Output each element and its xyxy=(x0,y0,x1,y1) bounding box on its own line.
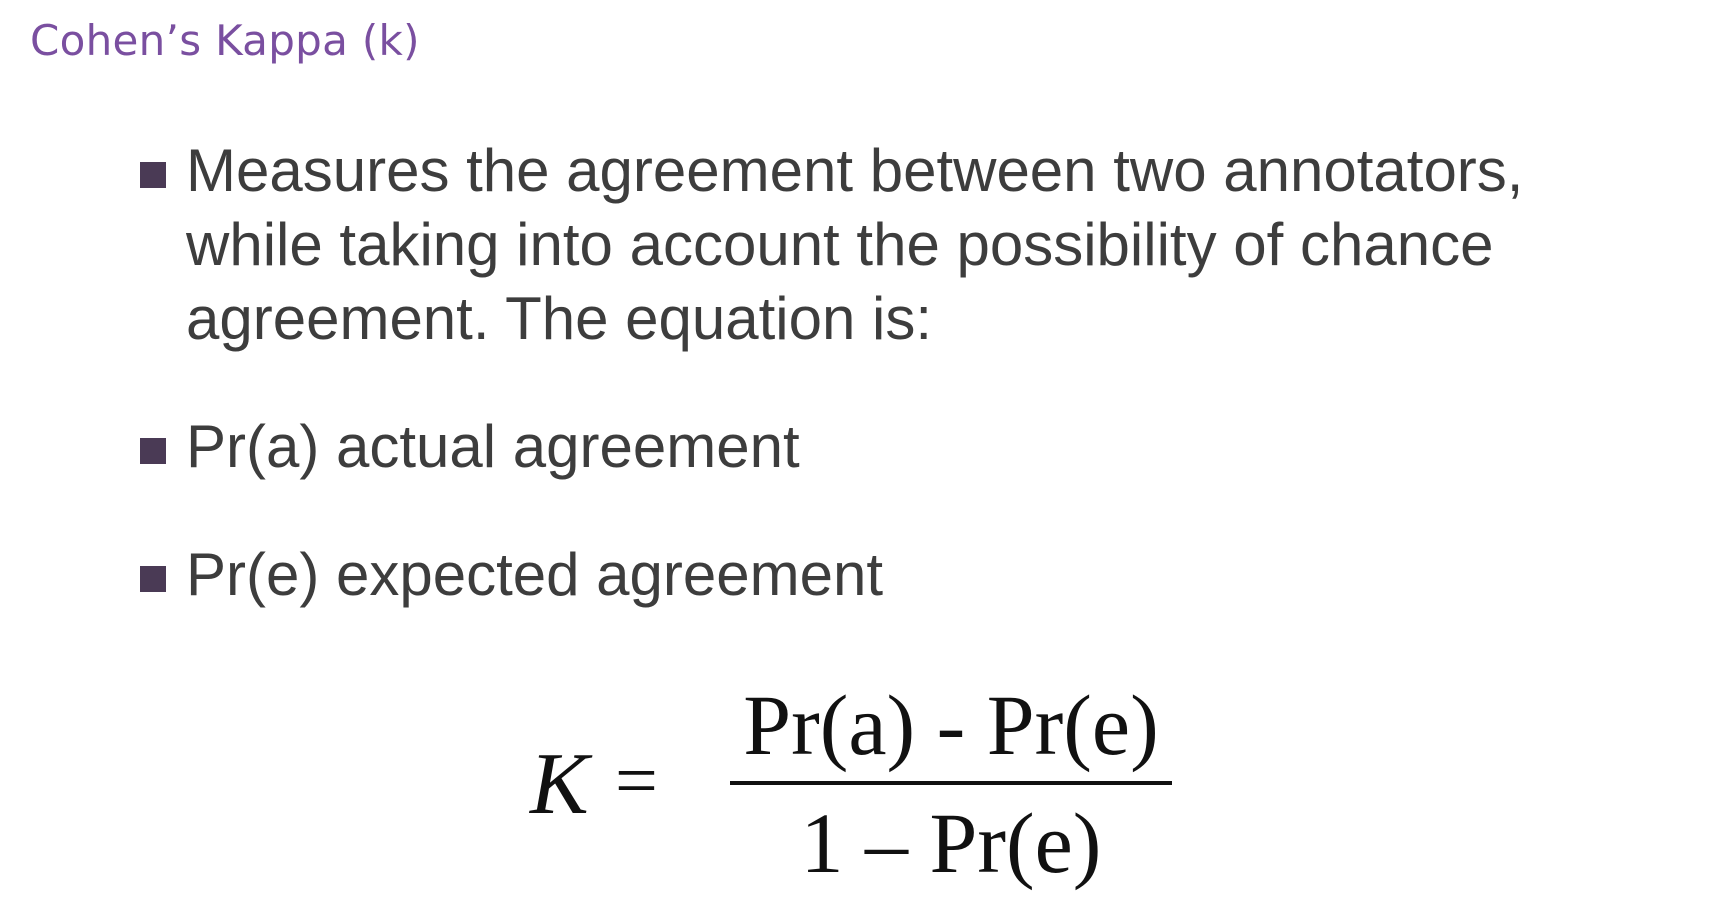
bullet-text: Measures the agreement between two annotators, while taking into account the possibility of chance agreement. The equation is: xyxy=(186,137,1524,352)
equation-lhs: K xyxy=(530,736,589,833)
square-bullet-icon xyxy=(140,566,166,592)
bullet-item-expected-agreement xyxy=(140,538,1600,612)
kappa-equation xyxy=(530,675,1180,895)
fraction-bar xyxy=(730,781,1172,785)
bullet-item-definition xyxy=(140,134,1600,356)
equation-denominator: 1 – Pr(e) xyxy=(800,795,1102,891)
square-bullet-icon xyxy=(140,162,166,188)
equation-equals-sign: = xyxy=(615,739,658,823)
bullet-text: Pr(e) expected agreement xyxy=(186,541,884,608)
bullet-item-actual-agreement xyxy=(140,410,1600,484)
slide-title: Cohen’s Kappa (k) xyxy=(30,16,420,65)
equation-numerator: Pr(a) - Pr(e) xyxy=(743,677,1159,773)
square-bullet-icon xyxy=(140,438,166,464)
bullet-text: Pr(a) actual agreement xyxy=(186,413,800,480)
